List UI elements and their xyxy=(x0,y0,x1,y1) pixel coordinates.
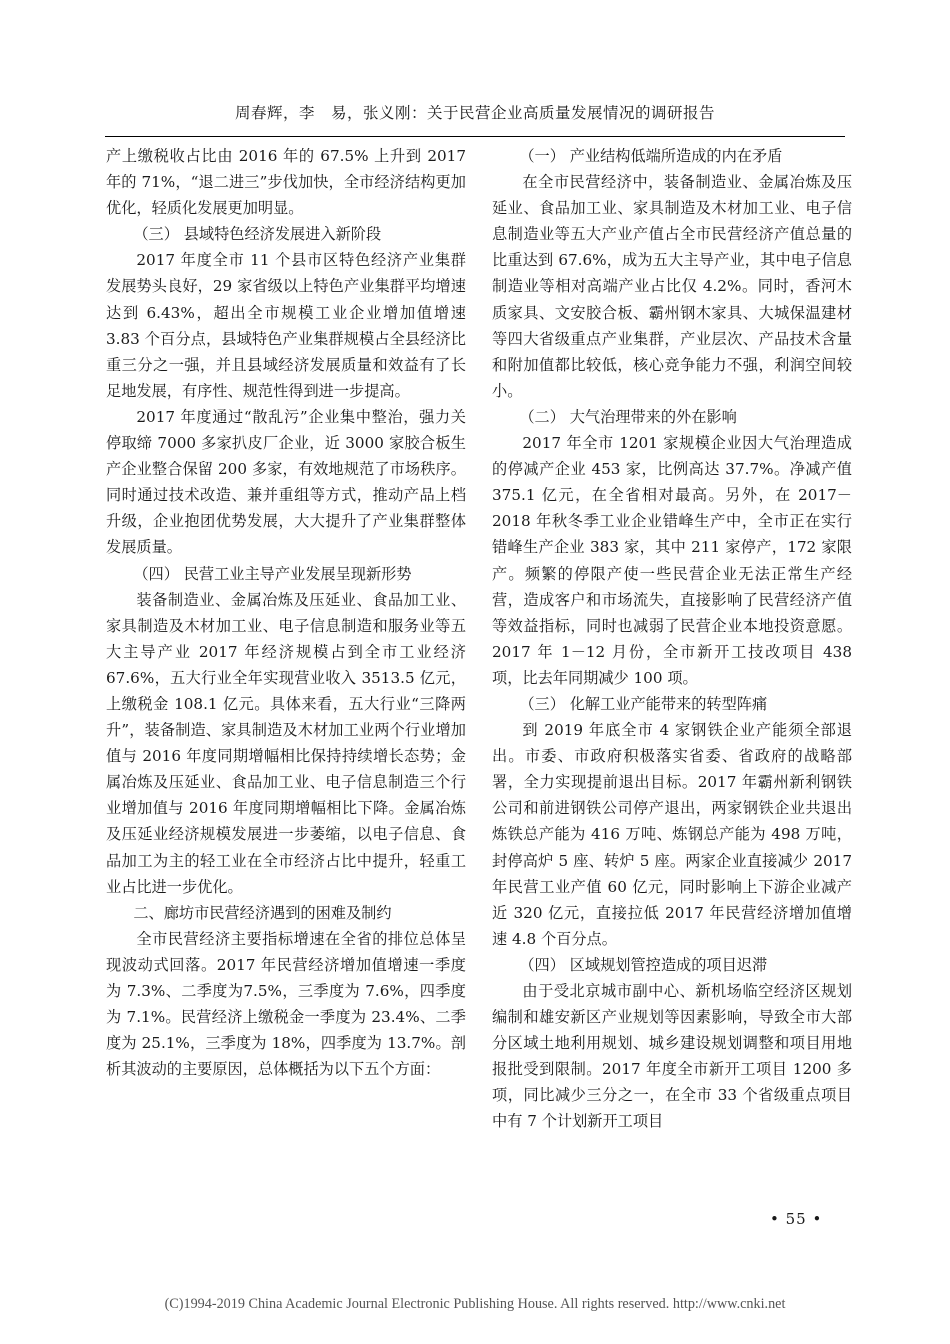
left-column xyxy=(106,143,466,1082)
section-heading: （三） 化解工业产能带来的转型阵痛 xyxy=(519,694,768,713)
paragraph: 在全市民营经济中，装备制造业、金属冶炼及压延业、食品加工业、家具制造及木材加工业、电子信息制造业等五大产业产值占全市民营经济产值总量的比重达到 67.6%，成为五大主导产业，其中电子信息制造业等相对高端产业占比仅 4.2%。同时，香河木质家具、文安胶合板、霸州钢木家具、大城保温建材等四大省级重点产业集群，产业层次、产品技术含量和附加值都比较低，核心竞争能力不强，利润空间较小。 xyxy=(492,173,852,400)
page-number: • 55 • xyxy=(770,1210,823,1228)
section-heading: （四） 民营工业主导产业发展呈现新形势 xyxy=(133,564,412,583)
paragraph: 产上缴税收占比由 2016 年的 67.5% 上升到 2017 年的 71%，“退二进三”步伐加快，全市经济结构更加优化，轻质化发展更加明显。 xyxy=(106,147,466,218)
section-heading: （二） 大气治理带来的外在影响 xyxy=(519,407,737,426)
running-title: 周春辉，李 易，张义刚：关于民营企业高质量发展情况的调研报告 xyxy=(234,104,715,122)
paragraph: 由于受北京城市副中心、新机场临空经济区规划编制和雄安新区产业规划等因素影响，导致全市大部分区域土地利用规划、城乡建设规划调整和项目用地报批受到限制。2017 年度全市新开工项目 1200 多项，同比减少三分之一，在全市 33 个省级重点项目中有 7 个计划新开工项目 xyxy=(492,982,852,1131)
section-heading: （一） 产业结构低端所造成的内在矛盾 xyxy=(519,147,783,165)
paragraph: 2017 年全市 1201 家规模企业因大气治理造成的停减产企业 453 家，比例高达 37.7%。净减产值 375.1 亿元，在全省相对最高。另外，在 2017－2018 年秋冬季工业企业错峰生产中，全市正在实行错峰生产企业 383 家，其中 211 家停产，172 家限产。频繁的停限产使一些民营企业无法正常生产经营，造成客户和市场流失，直接影响了民营经济产值等效益指标，同时也减弱了民营企业本地投资意愿。2017 年 1－12 月份，全市新开工技改项目 438 项，比去年同期减少 100 项。 xyxy=(492,434,852,687)
header-rule xyxy=(105,136,845,137)
section-heading: 二、廊坊市民营经济遇到的困难及制约 xyxy=(133,903,392,922)
paragraph: 2017 年度通过“散乱污”企业集中整治，强力关停取缔 7000 多家扒皮厂企业，近 3000 家胶合板生产企业整合保留 200 多家，有效地规范了市场秩序。同时通过技术改造、兼并重组等方式，推动产品上档升级，企业抱团优势发展，大大提升了产业集群整体发展质量。 xyxy=(106,407,466,557)
paragraph: 2017 年度全市 11 个县市区特色经济产业集群发展势头良好，29 家省级以上特色产业集群平均增速达到 6.43%，超出全市规模工业企业增加值增速 3.83 个百分点，县域特色产业集群规模占全县经济比重三分之一强，并且县域经济发展质量和效益有了长足地发展，有序性、规范性得到进一步提高。 xyxy=(106,251,466,400)
paragraph: 到 2019 年底全市 4 家钢铁企业产能须全部退出。市委、市政府积极落实省委、省政府的战略部署，全力实现提前退出目标。2017 年霸州新利钢铁公司和前进钢铁公司停产退出，两家钢铁企业共退出炼铁总产能为 416 万吨、炼钢总产能为 498 万吨，封停高炉 5 座、转炉 5 座。两家企业直接减少 2017 年民营工业产值 60 亿元，同时影响上下游企业减产近 320 亿元，直接拉低 2017 年民营经济增加值增速 4.8 个百分点。 xyxy=(492,721,852,948)
section-heading: （四） 区域规划管控造成的项目迟滞 xyxy=(519,955,768,974)
right-column xyxy=(492,143,852,1135)
paragraph: 装备制造业、金属冶炼及压延业、食品加工业、家具制造及木材加工业、电子信息制造和服务业等五大主导产业 2017 年经济规模占到全市工业经济67.6%，五大行业全年实现营业收入 3513.5 亿元，上缴税金 108.1 亿元。具体来看，五大行业“三降两升”，装备制造、家具制造及木材加工业两个行业增加值与 2016 年度同期增幅相比保持持续增长态势；金属冶炼及压延业、食品加工业、电子信息制造三个行业增加值与 2016 年度同期增幅相比下降。金属冶炼及压延业经济规模发展进一步萎缩，以电子信息、食品加工为主的轻工业在全市经济占比中提升，轻重工业占比进一步优化。 xyxy=(106,590,466,896)
paragraph: 全市民营经济主要指标增速在全省的排位总体呈现波动式回落。2017 年民营经济增加值增速一季度为 7.3%、二季度为7.5%，三季度为 7.6%，四季度为 7.1%。民营经济上缴税金一季度为 23.4%、二季度为 25.1%，三季度为 18%，四季度为 13.7%。剖析其波动的主要原因，总体概括为以下五个方面： xyxy=(106,929,466,1079)
section-heading: （三） 县域特色经济发展进入新阶段 xyxy=(133,225,382,244)
copyright-footer: (C)1994-2019 China Academic Journal Electronic Publishing House. All rights reserved. http://www.cnki.net xyxy=(164,1296,786,1312)
